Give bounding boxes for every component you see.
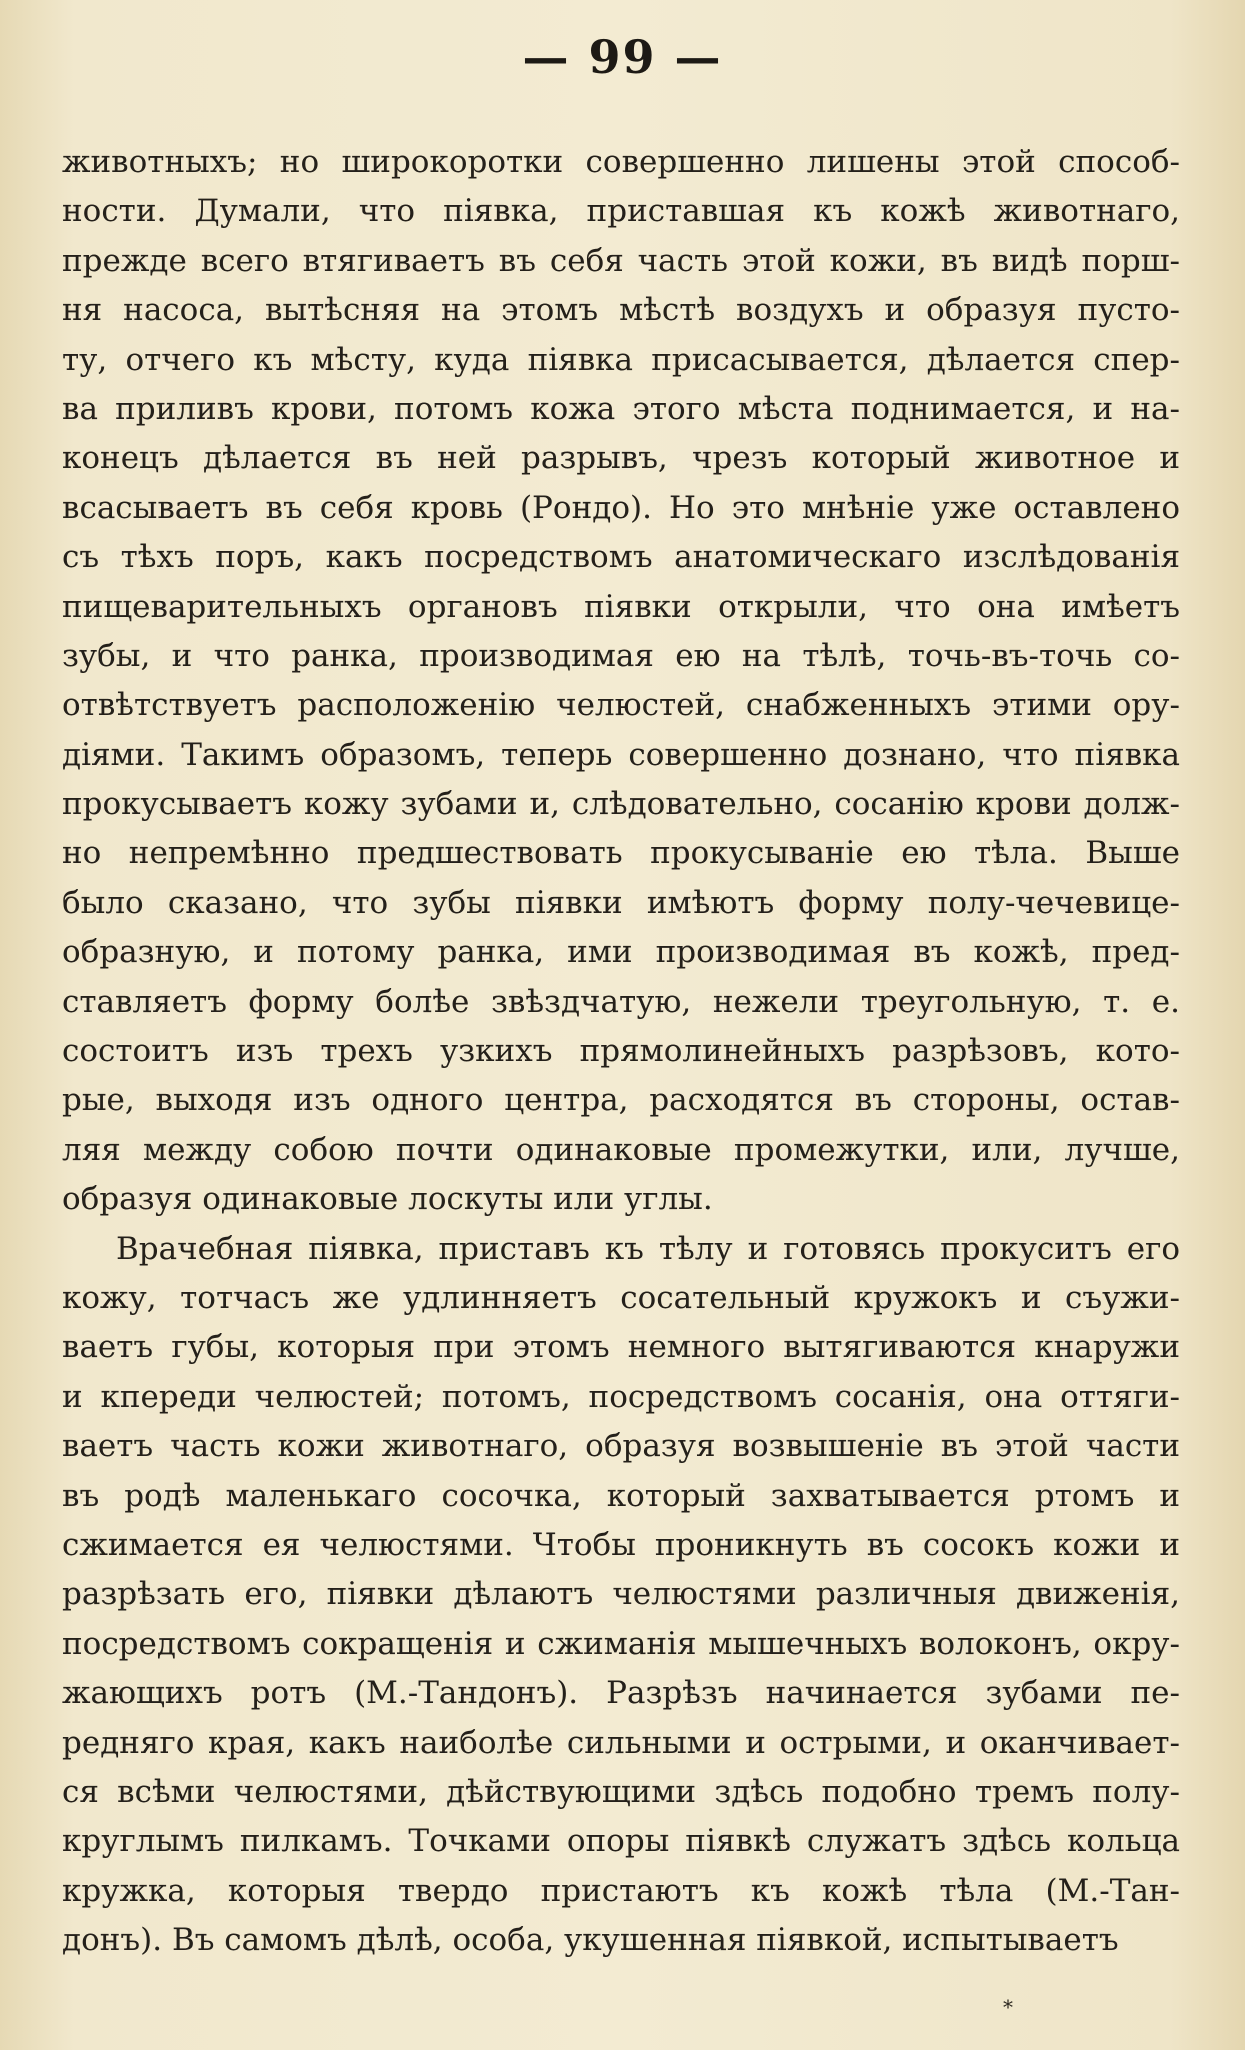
text-line: Врачебная піявка, приставъ къ тѣлу и готовясь прокуситъ его — [116, 1230, 1180, 1267]
text-line: діями. Такимъ образомъ, теперь совершенно дознано, что піявка — [62, 736, 1180, 773]
text-line: кожу, тотчасъ же удлинняетъ сосательный кружокъ и съужи- — [62, 1279, 1180, 1316]
text-line: всасываетъ въ себя кровь (Рондо). Но это мнѣніе уже оставлено — [62, 489, 1180, 526]
text-line: зубы, и что ранка, производимая ею на тѣлѣ, точь-въ-точь со- — [62, 637, 1180, 674]
text-line: ляя между собою почти одинаковые промежутки, или, лучше, — [62, 1131, 1180, 1168]
text-line: ности. Думали, что піявка, приставшая къ кожѣ животнаго, — [62, 193, 1180, 230]
text-line: ту, отчего къ мѣсту, куда піявка присасывается, дѣлается спер- — [62, 341, 1180, 378]
body-text — [62, 138, 1180, 1965]
text-line: ня насоса, вытѣсняя на этомъ мѣстѣ воздухъ и образуя пусто- — [62, 292, 1180, 329]
page-number: — 99 — — [522, 30, 723, 84]
text-line: донъ). Въ самомъ дѣлѣ, особа, укушенная піявкой, испытываетъ — [62, 1922, 1119, 1959]
text-line: ваетъ часть кожи животнаго, образуя возвышеніе въ этой части — [62, 1428, 1180, 1465]
text-line: пищеварительныхъ органовъ піявки открыли, что она имѣетъ — [62, 588, 1180, 625]
text-line: образуя одинаковые лоскуты или углы. — [62, 1181, 713, 1218]
text-line: кружка, которыя твердо пристаютъ къ кожѣ тѣла (М.-Тан- — [62, 1872, 1180, 1909]
text-line: въ родѣ маленькаго сосочка, который захватывается ртомъ и — [62, 1477, 1180, 1514]
text-line: посредствомъ сокращенія и сжиманія мышечныхъ волоконъ, окру- — [62, 1625, 1180, 1662]
text-line: конецъ дѣлается въ ней разрывъ, чрезъ который животное и — [62, 440, 1180, 477]
text-line: ставляетъ форму болѣе звѣздчатую, нежели треугольную, т. е. — [62, 983, 1180, 1020]
text-line: состоитъ изъ трехъ узкихъ прямолинейныхъ разрѣзовъ, кото- — [62, 1033, 1180, 1070]
footer-mark: * — [1003, 1995, 1013, 2019]
text-line: ся всѣми челюстями, дѣйствующими здѣсь подобно тремъ полу- — [62, 1773, 1180, 1810]
text-line: прежде всего втягиваетъ въ себя часть этой кожи, въ видѣ порш- — [62, 242, 1180, 279]
text-line: круглымъ пилкамъ. Точками опоры піявкѣ служатъ здѣсь кольца — [62, 1823, 1180, 1860]
text-line: съ тѣхъ поръ, какъ посредствомъ анатомическаго изслѣдованія — [62, 539, 1180, 576]
text-line: образную, и потому ранка, ими производимая въ кожѣ, пред- — [62, 934, 1180, 971]
text-line: сжимается ея челюстями. Чтобы проникнуть въ сосокъ кожи и — [62, 1526, 1180, 1563]
text-line: но непремѣнно предшествовать прокусываніе ею тѣла. Выше — [62, 835, 1180, 872]
text-line: было сказано, что зубы піявки имѣютъ форму полу-чечевице- — [62, 884, 1180, 921]
text-line: животныхъ; но широкоротки совершенно лишены этой способ- — [62, 144, 1180, 180]
text-line: разрѣзать его, піявки дѣлаютъ челюстями различныя движенія, — [62, 1576, 1180, 1613]
text-line: редняго края, какъ наиболѣе сильными и острыми, и оканчивает- — [62, 1724, 1180, 1761]
text-line: рые, выходя изъ одного центра, расходятся въ стороны, остав- — [62, 1082, 1180, 1119]
text-line: ваетъ губы, которыя при этомъ немного вытягиваются кнаружи — [62, 1329, 1180, 1366]
text-line: прокусываетъ кожу зубами и, слѣдовательно, сосанію крови долж- — [62, 786, 1180, 823]
text-line: жающихъ ротъ (М.-Тандонъ). Разрѣзъ начинается зубами пе- — [62, 1675, 1180, 1712]
text-line: ва приливъ крови, потомъ кожа этого мѣста поднимается, и на- — [62, 390, 1180, 427]
text-line: отвѣтствуетъ расположенію челюстей, снабженныхъ этими ору- — [62, 687, 1180, 724]
text-line: и кпереди челюстей; потомъ, посредствомъ сосанія, она оттяги- — [62, 1378, 1180, 1415]
